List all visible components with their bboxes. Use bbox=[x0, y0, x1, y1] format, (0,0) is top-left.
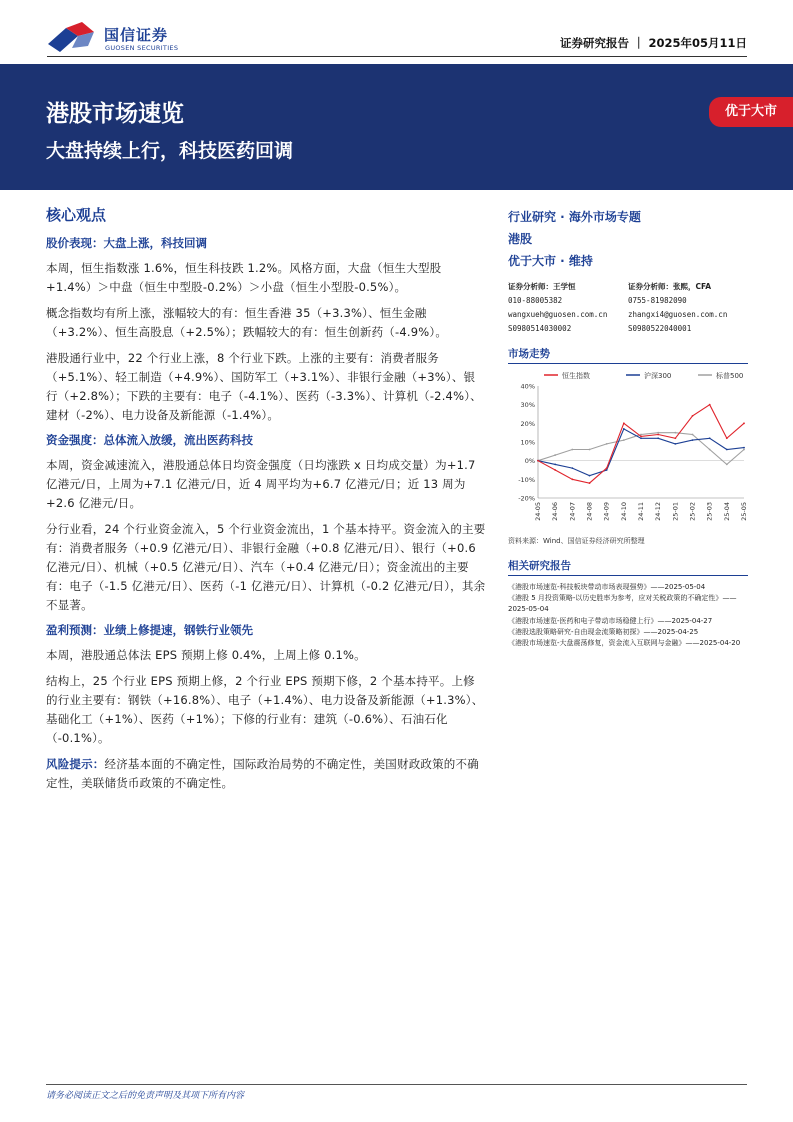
series-point bbox=[657, 434, 659, 436]
chart-source: 资料来源：Wind、国信证券经济研究所整理 bbox=[508, 537, 645, 545]
rating-badge: 优于大市 bbox=[709, 97, 793, 127]
rating-line: 优于大市 · 维持 bbox=[508, 254, 593, 268]
analyst-phone: 010-88005382 bbox=[508, 296, 563, 305]
y-tick-label: 10% bbox=[520, 438, 535, 447]
guosen-logo-icon bbox=[48, 22, 100, 54]
paragraph: 港股通行业中，22 个行业上涨，8 个行业下跌。上涨的主要有：消费者服务（+5.1%）、轻工制造（+4.9%）、国防军工（+3.1%）、非银行金融（+3%）、银行（+2.8%）；下跌的主要有：电子（-4.1%）、医药（-3.3%）、计算机（-2.4%）、建材（-2%）、电力设备及新能源（-1.4%）。 bbox=[46, 351, 482, 422]
analyst-email[interactable]: wangxueh@guosen.com.cn bbox=[508, 310, 608, 319]
legend-label: 标普500 bbox=[716, 372, 744, 380]
series-point bbox=[726, 464, 728, 466]
paragraph: 概念指数均有所上涨，涨幅较大的有：恒生香港 35（+3.3%）、恒生金融（+3.2%）、恒生高股息（+2.5%）；跌幅较大的有：恒生创新药（-4.9%）。 bbox=[46, 306, 448, 339]
series-point bbox=[623, 428, 625, 430]
series-point bbox=[640, 437, 642, 439]
analyst-cert: S0980514030002 bbox=[508, 324, 572, 333]
related-report-date: ——2025-04-20 bbox=[685, 639, 741, 648]
legend-label: 恒生指数 bbox=[562, 372, 590, 380]
series-point bbox=[709, 437, 711, 439]
series-point bbox=[606, 443, 608, 445]
analyst-cert: S0980522040001 bbox=[628, 324, 692, 333]
block-earnings-forecast bbox=[46, 622, 486, 748]
series-point bbox=[640, 434, 642, 436]
x-tick-label: 25-03 bbox=[705, 502, 714, 521]
series-point bbox=[726, 437, 728, 439]
series-point bbox=[726, 449, 728, 451]
series-point bbox=[674, 432, 676, 434]
series-point bbox=[571, 467, 573, 469]
series-point bbox=[571, 478, 573, 480]
related-report-title: 《港股 5 月投资策略-以历史胜率为参考，应对关税政策的不确定性》 bbox=[508, 594, 723, 603]
series-point bbox=[623, 422, 625, 424]
related-report-date: ——2025-04-25 bbox=[643, 627, 699, 636]
paragraph: 结构上，25 个行业 EPS 预期上修，2 个行业 EPS 预期下修，2 个基本持平。上修的行业主要有：钢铁（+16.8%）、电子（+1.4%）、电力设备及新能源（+1.3%）、基础化工（+1%）、医药（+1%）；下修的行业有：建筑（-0.6%）、石油石化（-0.1%）。 bbox=[46, 674, 484, 745]
risk-text: 经济基本面的不确定性，国际政治局势的不确定性，美国财政政策的不确定性，美联储货币政策的不确定性。 bbox=[46, 757, 479, 790]
analyst-card bbox=[628, 280, 748, 336]
block-heading: 股价表现：大盘上涨，科技回调 bbox=[46, 236, 207, 250]
x-tick-label: 24-06 bbox=[551, 502, 560, 521]
report-category: 行业研究 · 海外市场专题 bbox=[508, 210, 641, 224]
related-report-title: 《港股市场速览-大盘震荡修复，资金流入互联网与金融》 bbox=[508, 639, 686, 648]
report-type-date: 证券研究报告 ｜ 2025年05月11日 bbox=[559, 36, 747, 50]
series-point bbox=[657, 432, 659, 434]
section-title: 核心观点 bbox=[46, 206, 107, 224]
series-point bbox=[692, 415, 694, 417]
series-point bbox=[674, 437, 676, 439]
y-tick-label: 20% bbox=[520, 419, 535, 428]
paragraph: 分行业看，24 个行业资金流入，5 个行业资金流出，1 个基本持平。资金流入的主要有：消费者服务（+0.9 亿港元/日）、非银行金融（+0.8 亿港元/日）、银行（+0.6 亿港元/日）、机械（+0.5 亿港元/日）、汽车（+0.4 亿港元/日）；资金流出的主要有：电子（-1.5 亿港元/日）、医药（-1 亿港元/日）、计算机（-0.2 亿港元/日），其余不显著。 bbox=[46, 522, 486, 612]
paragraph: 本周，资金减速流入，港股通总体日均资金强度（日均涨跌 x 日均成交量）为+1.7 亿港元/日，上周为+7.1 亿港元/日，近 4 周平均为+6.7 亿港元/日；近 13 周为+2.6 亿港元/日。 bbox=[46, 458, 476, 510]
related-report-date: ——2025-04-27 bbox=[657, 616, 713, 625]
analyst-phone: 0755-81982090 bbox=[628, 296, 687, 305]
related-report-link[interactable] bbox=[508, 627, 748, 638]
block-heading: 盈利预测：业绩上修提速，钢铁行业领先 bbox=[46, 623, 253, 637]
market-trend-chart bbox=[508, 368, 748, 532]
series-point bbox=[709, 449, 711, 451]
x-tick-label: 24-08 bbox=[585, 502, 594, 521]
related-report-link[interactable] bbox=[508, 616, 748, 627]
related-reports-title: 相关研究报告 bbox=[508, 558, 748, 576]
y-tick-label: 30% bbox=[520, 401, 535, 410]
sidebar-column bbox=[508, 206, 748, 649]
series-point bbox=[589, 449, 591, 451]
x-tick-label: 25-02 bbox=[688, 502, 697, 521]
related-report-date: ——2025-05-04 bbox=[650, 583, 706, 591]
paragraph: 本周，港股通总体法 EPS 预期上修 0.4%，上周上修 0.1%。 bbox=[46, 648, 366, 662]
related-report-link[interactable] bbox=[508, 582, 748, 593]
related-report-link[interactable] bbox=[508, 593, 748, 615]
x-tick-label: 24-10 bbox=[619, 502, 628, 521]
x-tick-label: 24-11 bbox=[637, 502, 645, 521]
series-point bbox=[589, 482, 591, 484]
company-name-cn: 国信证券 bbox=[104, 26, 169, 44]
series-point bbox=[554, 454, 556, 456]
series-point bbox=[692, 439, 694, 441]
series-point bbox=[657, 437, 659, 439]
series-point bbox=[709, 404, 711, 406]
related-reports-list bbox=[508, 582, 748, 649]
y-tick-label: 40% bbox=[520, 382, 535, 391]
series-line-0 bbox=[538, 405, 744, 483]
x-tick-label: 25-04 bbox=[722, 502, 731, 521]
analyst-card bbox=[508, 280, 628, 336]
header-divider bbox=[47, 56, 747, 57]
block-fund-strength bbox=[46, 432, 486, 615]
analyst-email[interactable]: zhangxi4@guosen.com.cn bbox=[628, 310, 728, 319]
risk-warning bbox=[46, 755, 486, 793]
series-point bbox=[623, 439, 625, 441]
company-name-en: GUOSEN SECURITIES bbox=[105, 44, 179, 52]
block-price-performance bbox=[46, 235, 486, 425]
block-heading: 资金强度：总体流入放缓，流出医药科技 bbox=[46, 433, 253, 447]
series-point bbox=[554, 464, 556, 466]
x-tick-label: 24-09 bbox=[602, 502, 611, 521]
trend-chart-svg bbox=[508, 368, 748, 528]
report-market: 港股 bbox=[508, 232, 533, 246]
related-report-date: ——2025-05-04 bbox=[508, 594, 737, 614]
series-point bbox=[743, 422, 745, 424]
x-tick-label: 24-07 bbox=[568, 502, 577, 521]
x-tick-label: 25-01 bbox=[671, 502, 680, 521]
y-tick-label: 0% bbox=[524, 457, 535, 466]
related-report-title: 《港股市场速览-科技板块带动市场表现强势》 bbox=[508, 583, 651, 591]
series-point bbox=[606, 467, 608, 469]
x-tick-label: 24-05 bbox=[534, 502, 542, 521]
report-subtitle: 大盘持续上行，科技医药回调 bbox=[46, 140, 294, 162]
y-tick-label: -10% bbox=[518, 475, 535, 484]
series-point bbox=[571, 449, 573, 451]
analyst-list bbox=[508, 280, 748, 336]
core-views-column bbox=[46, 204, 486, 800]
related-report-title: 《港股选股策略研究-自由现金流策略初探》 bbox=[508, 627, 644, 636]
footer-disclaimer: 请务必阅读正文之后的免责声明及其项下所有内容 bbox=[46, 1091, 245, 1101]
series-point bbox=[554, 469, 556, 471]
series-point bbox=[743, 447, 745, 449]
analyst-name: 证券分析师：张熙，CFA bbox=[628, 282, 712, 291]
risk-label: 风险提示： bbox=[46, 757, 105, 771]
x-tick-label: 24-12 bbox=[654, 502, 663, 521]
series-point bbox=[589, 475, 591, 477]
related-report-title: 《港股市场速览-医药和电子带动市场稳健上行》 bbox=[508, 616, 658, 625]
footer-divider bbox=[46, 1084, 747, 1085]
market-trend-title: 市场走势 bbox=[508, 346, 748, 364]
report-title: 港股市场速览 bbox=[46, 101, 184, 127]
series-point bbox=[537, 460, 539, 462]
paragraph: 本周，恒生指数涨 1.6%，恒生科技跌 1.2%。风格方面，大盘（恒生大型股+1.4%）＞中盘（恒生中型股-0.2%）＞小盘（恒生小型股-0.5%）。 bbox=[46, 261, 442, 294]
x-tick-label: 25-05 bbox=[740, 502, 748, 521]
series-point bbox=[743, 449, 745, 451]
legend-label: 沪深300 bbox=[644, 372, 672, 380]
series-point bbox=[640, 436, 642, 438]
series-point bbox=[674, 443, 676, 445]
y-tick-label: -20% bbox=[518, 494, 535, 503]
analyst-name: 证券分析师：王学恒 bbox=[508, 282, 576, 291]
related-report-link[interactable] bbox=[508, 638, 748, 649]
series-point bbox=[692, 434, 694, 436]
